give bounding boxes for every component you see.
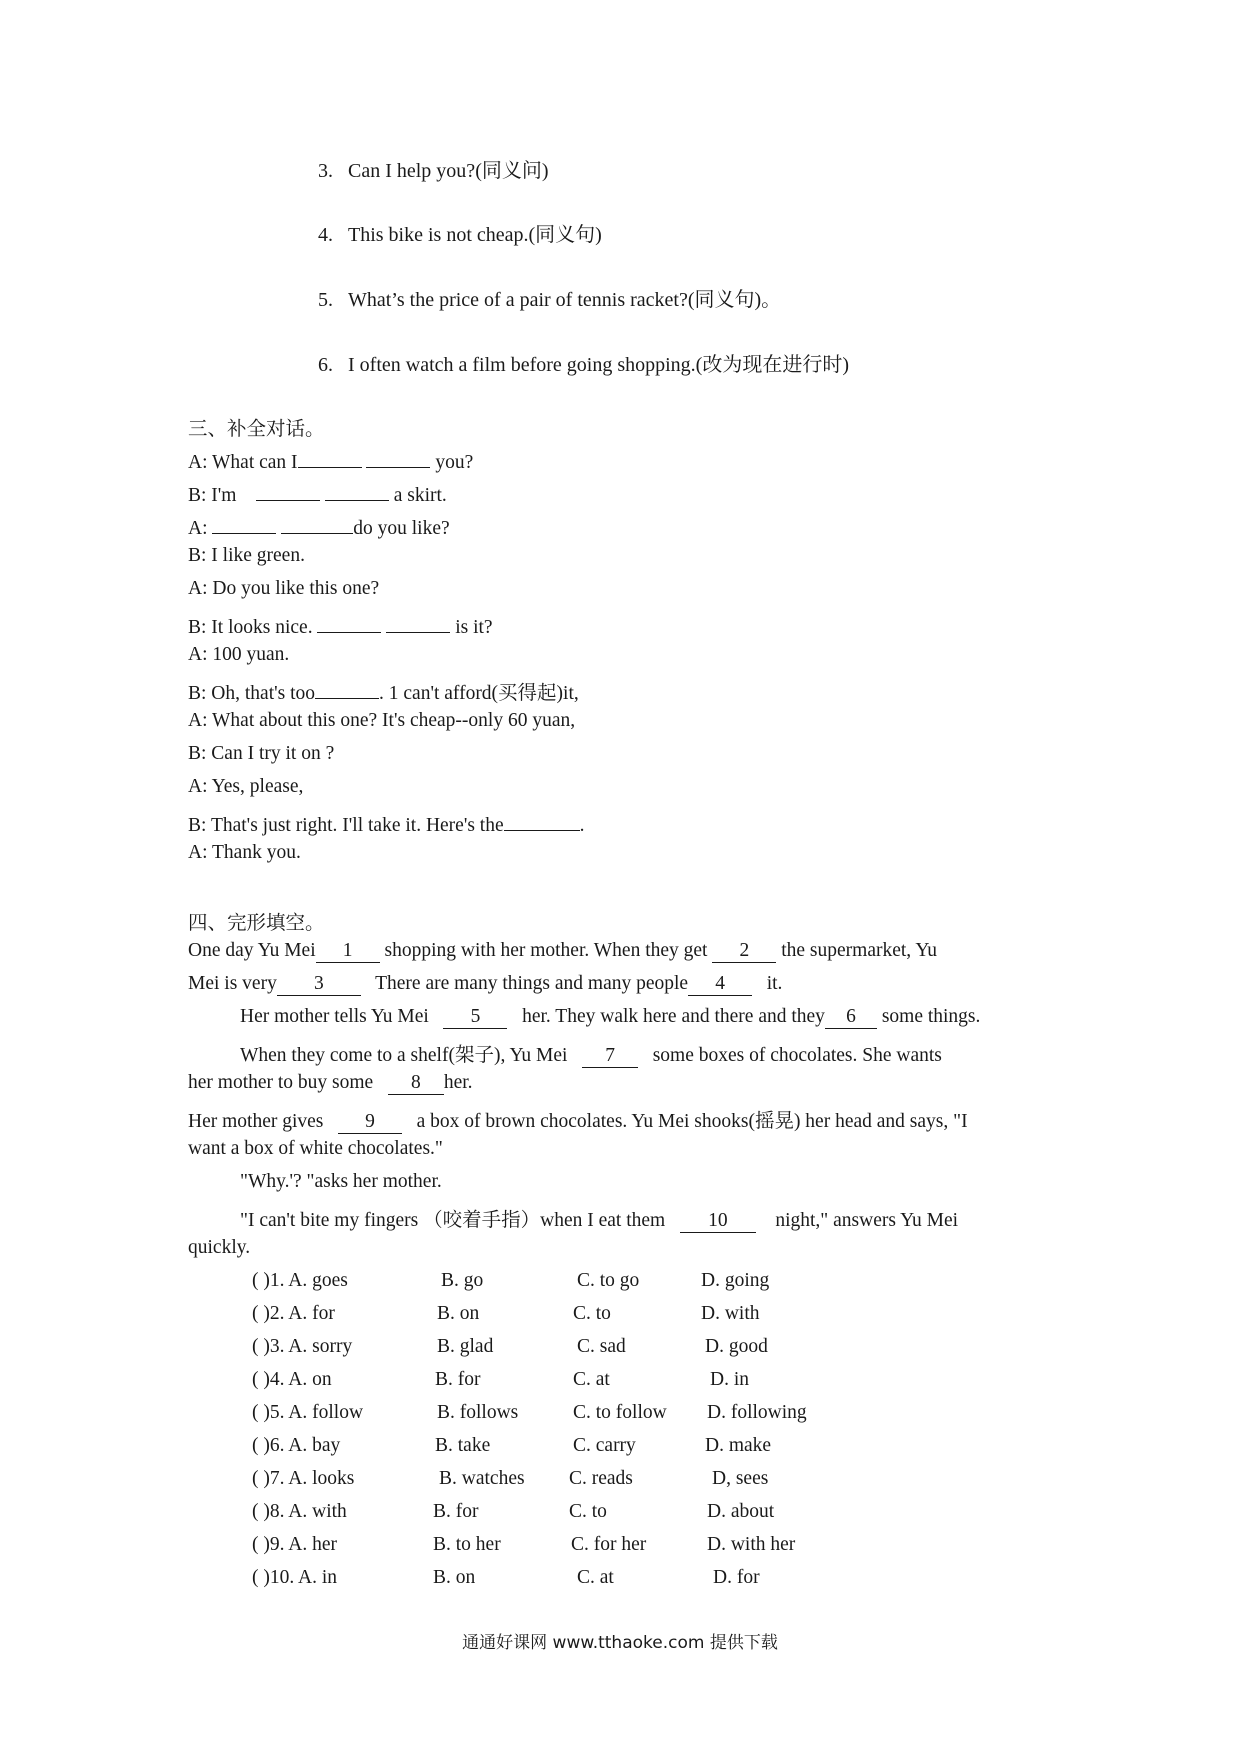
cloze-line-2: Mei is very 3 There are many things and many people 4 it. [188, 973, 783, 994]
item-number: 4. [318, 224, 333, 246]
item-text: What’s the price of a pair of tennis racket?(同义句)。 [348, 289, 782, 311]
dialogue-line-6: B: It looks nice. is it? [188, 611, 493, 639]
dialogue-line-2: B: I'm a skirt. [188, 479, 447, 507]
dialogue-line-10: B: Can I try it on ? [188, 743, 335, 764]
blank [298, 446, 362, 468]
blank-7: 7 [582, 1046, 638, 1068]
item-number: 5. [318, 289, 333, 311]
item-text: I often watch a film before going shopping.(改为现在进行时) [348, 354, 850, 376]
blank-9: 9 [338, 1112, 402, 1134]
blank-8: 8 [388, 1073, 444, 1095]
blank [317, 611, 381, 633]
blank-3: 3 [277, 974, 361, 996]
dialogue-line-13: A: Thank you. [188, 842, 301, 863]
blank [325, 479, 389, 501]
blank [504, 809, 580, 831]
rewrite-item-3 [318, 154, 549, 183]
blank-4: 4 [688, 974, 752, 996]
rewrite-item-5 [318, 283, 781, 312]
blank [281, 512, 353, 534]
dialogue-line-8: B: Oh, that's too . 1 can't afford(买得起)it, [188, 677, 579, 705]
dialogue-line-12: B: That's just right. I'll take it. Here's the . [188, 809, 585, 837]
cloze-line-9: "I can't bite my fingers （咬着手指）when I eat them 10 night," answers Yu Mei [240, 1210, 959, 1231]
section4-heading: 四、完形填空。 [188, 913, 325, 934]
blank-10: 10 [680, 1211, 756, 1233]
dialogue-line-1: A: What can I you? [188, 446, 473, 474]
cloze-line-7: want a box of white chocolates." [188, 1138, 443, 1159]
blank-5: 5 [443, 1007, 507, 1029]
blank [366, 446, 430, 468]
dialogue-line-7: A: 100 yuan. [188, 644, 290, 665]
cloze-line-6: Her mother gives 9 a box of brown chocolates. Yu Mei shooks(摇晃) her head and says, "I [188, 1111, 968, 1132]
section3-heading: 三、补全对话。 [188, 419, 325, 440]
dialogue-line-5: A: Do you like this one? [188, 578, 380, 599]
blank-1: 1 [316, 941, 380, 963]
blank [256, 479, 320, 501]
dialogue-line-4: B: I like green. [188, 545, 305, 566]
item-number: 6. [318, 354, 333, 376]
cloze-line-10: quickly. [188, 1237, 251, 1258]
item-number: 3. [318, 160, 333, 182]
cloze-line-4: When they come to a shelf(架子), Yu Mei 7 some boxes of chocolates. She wants [240, 1045, 942, 1066]
blank [315, 677, 379, 699]
cloze-line-8: "Why.'? "asks her mother. [240, 1171, 442, 1192]
rewrite-item-4 [318, 218, 602, 247]
cloze-line-5: her mother to buy some 8 her. [188, 1072, 473, 1093]
blank [386, 611, 450, 633]
blank [212, 512, 276, 534]
rewrite-item-6 [318, 348, 849, 377]
blank-2: 2 [712, 941, 776, 963]
dialogue-line-9: A: What about this one? It's cheap--only 60 yuan, [188, 710, 576, 731]
footer-credit: 通通好课网 www.tthaoke.com 提供下载 [462, 1633, 778, 1653]
cloze-line-1: One day Yu Mei 1 shopping with her mother. When they get 2 the supermarket, Yu [188, 940, 938, 961]
item-text: This bike is not cheap.(同义句) [348, 224, 602, 246]
item-text: Can I help you?(同义问) [348, 160, 549, 182]
cloze-line-3: Her mother tells Yu Mei 5 her. They walk here and there and they 6 some things. [240, 1006, 981, 1027]
dialogue-line-11: A: Yes, please, [188, 776, 304, 797]
dialogue-line-3: A: do you like? [188, 512, 450, 540]
blank-6: 6 [825, 1007, 877, 1029]
